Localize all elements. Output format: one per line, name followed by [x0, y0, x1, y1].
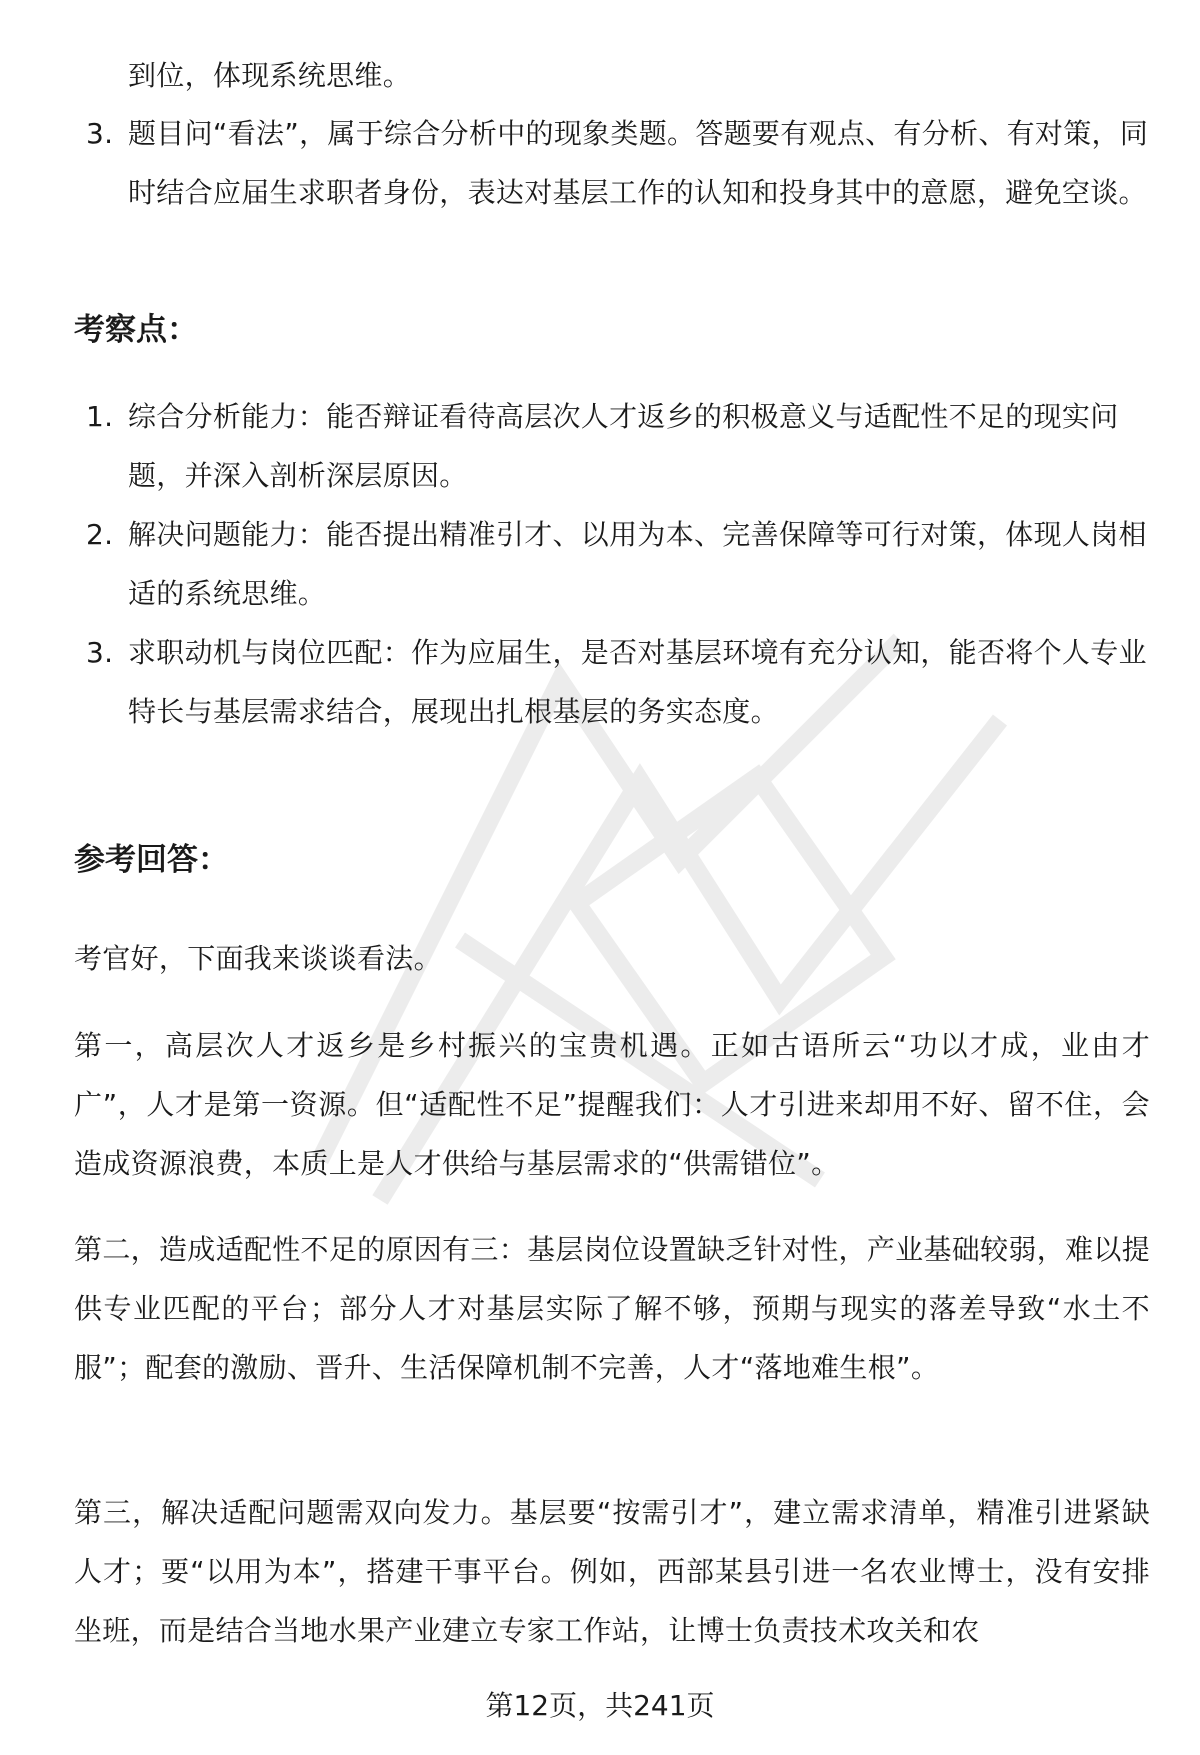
- list-item-number: 1.: [86, 400, 114, 433]
- list-item-text: 解决问题能力：能否提出精准引才、以用为本、完善保障等可行对策，体现人岗相适的系统思维。: [128, 518, 1147, 610]
- list-item-text: 综合分析能力：能否辩证看待高层次人才返乡的积极意义与适配性不足的现实问题，并深入剖析深层原因。: [128, 400, 1119, 492]
- page-number-footer: 第12页，共241页: [485, 1689, 715, 1722]
- list-item: [0, 104, 1150, 222]
- intro-list: [0, 104, 1150, 222]
- list-item: [0, 387, 1150, 505]
- list-item-number: 3.: [86, 636, 114, 669]
- answer-paragraph-second: 第二，造成适配性不足的原因有三：基层岗位设置缺乏针对性，产业基础较弱，难以提供专业匹配的平台；部分人才对基层实际了解不够，预期与现实的落差导致“水土不服”；配套的激励、晋升、生活保障机制不完善，人才“落地难生根”。: [74, 1233, 1150, 1384]
- list-item-text: 题目问“看法”，属于综合分析中的现象类题。答题要有观点、有分析、有对策，同时结合应届生求职者身份，表达对基层工作的认知和投身其中的意愿，避免空谈。: [128, 117, 1149, 209]
- answer-paragraph-first: 第一，高层次人才返乡是乡村振兴的宝贵机遇。正如古语所云“功以才成，业由才广”，人才是第一资源。但“适配性不足”提醒我们：人才引进来却用不好、留不住，会造成资源浪费，本质上是人才供给与基层需求的“供需错位”。: [74, 1029, 1150, 1180]
- list-item-number: 3.: [86, 117, 114, 150]
- section-heading-points: 考察点：: [74, 312, 198, 348]
- list-item: [0, 505, 1150, 623]
- list-item: [0, 623, 1150, 741]
- answer-paragraph-opening: 考官好，下面我来谈谈看法。: [74, 942, 442, 975]
- answer-paragraph-third: 第三，解决适配问题需双向发力。基层要“按需引才”，建立需求清单，精准引进紧缺人才；要“以用为本”，搭建干事平台。例如，西部某县引进一名农业博士，没有安排坐班，而是结合当地水果产业建立专家工作站，让博士负责技术攻关和农: [74, 1496, 1150, 1647]
- list-item-text: 求职动机与岗位匹配：作为应届生，是否对基层环境有充分认知，能否将个人专业特长与基层需求结合，展现出扎根基层的务实态度。: [128, 636, 1147, 728]
- section-heading-answer: 参考回答：: [74, 842, 229, 878]
- points-list: [0, 387, 1150, 741]
- previous-item-continuation: 到位，体现系统思维。: [128, 59, 412, 92]
- list-item-number: 2.: [86, 518, 114, 551]
